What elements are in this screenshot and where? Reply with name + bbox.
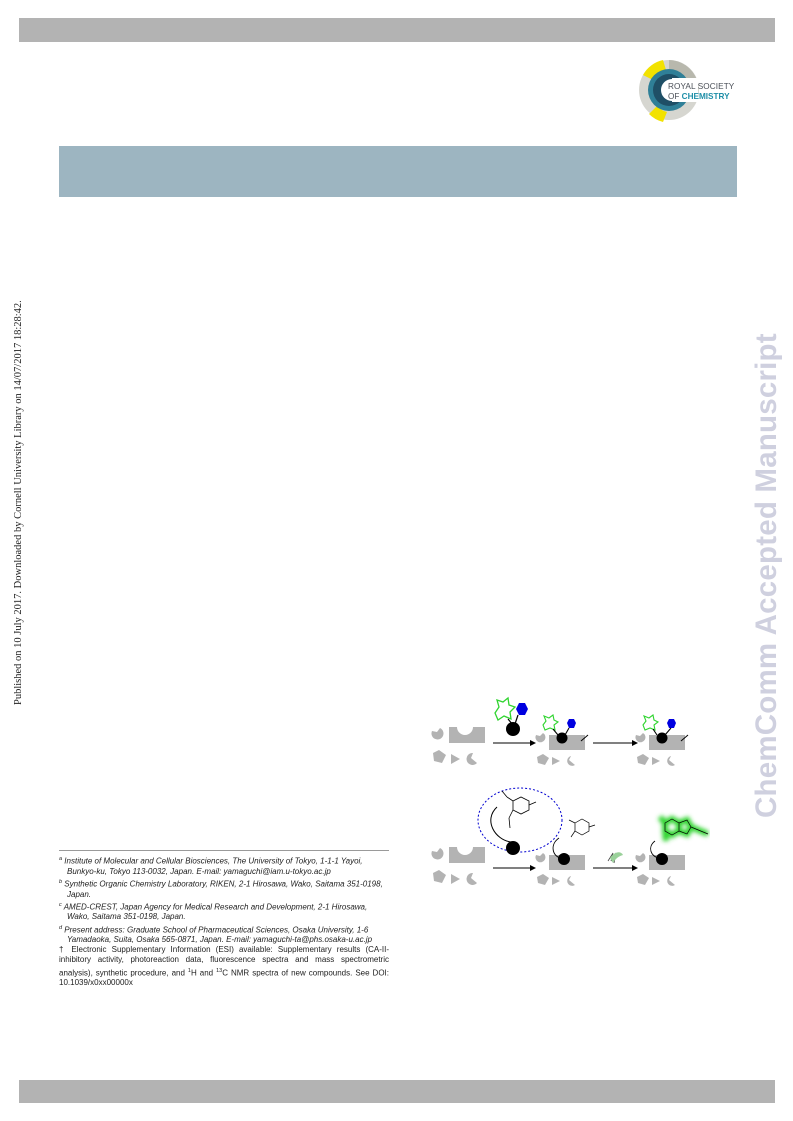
footnote-a: $^a$ Institute of Molecular and Cellular Biosciences, The University of Tokyo, 1-1-1 Yayoi, Bunkyo-ku, Tokyo 113-0032, Japan. E-mail: yamaguchi@iam.u-tokyo.ac.jp (59, 856, 363, 876)
footnote-rule (59, 850, 389, 851)
protein-mixture-row2 (431, 847, 485, 885)
footnote-c: $^c$ AMED-CREST, Japan Agency for Medical Research and Development, 2-1 Hirosawa, Wako, Saitama 351-0198, Japan. (59, 901, 368, 922)
esi-note: † Electronic Supplementary Information (ESI) available: Supplementary results (CA-II-inhibitory activity, photoreaction data, fluorescence spectra and mass spectrometric analysis), synthetic procedure, and $^1$H and $^{13}$C NMR spectra of new compounds. See DOI: 10.1039/x0xx00000x (59, 945, 389, 988)
labeled-protein-row1 (635, 715, 688, 766)
footnotes (59, 854, 389, 988)
labeling-scheme-figure (425, 695, 710, 895)
bottom-gray-bar (19, 1080, 775, 1103)
top-gray-bar (19, 18, 775, 42)
accepted-manuscript-watermark: ChemComm Accepted Manuscript (750, 333, 783, 818)
publisher-name: ROYAL SOCIETY OF CHEMISTRY (668, 82, 735, 101)
footnote-d: $^d$ Present address: Graduate School of Pharmaceutical Sciences, Osaka University, 1-6 Yamadaoka, Suita, Osaka 565-0871, Japan. E-mail: yamaguchi-ta@phs.osaka-u.ac.jp (59, 924, 373, 945)
bound-complex-row1 (535, 715, 588, 766)
title-banner (59, 146, 737, 197)
publication-note: Published on 10 July 2017. Downloaded by Cornell University Library on 14/07/2017 18:28:42. (13, 300, 24, 705)
labeled-protein-row2 (635, 817, 708, 886)
protein-mixture-row1 (431, 727, 485, 765)
probe-1 (495, 698, 528, 736)
bound-complex-row2 (535, 819, 595, 886)
fluorescent-tag (660, 817, 708, 841)
light-icon (608, 852, 623, 863)
probe-2 (478, 788, 562, 855)
footnote-b: $^b$ Synthetic Organic Chemistry Laboratory, RIKEN, 2-1 Hirosawa, Wako, Saitama 351-0198, Japan. (59, 878, 383, 899)
